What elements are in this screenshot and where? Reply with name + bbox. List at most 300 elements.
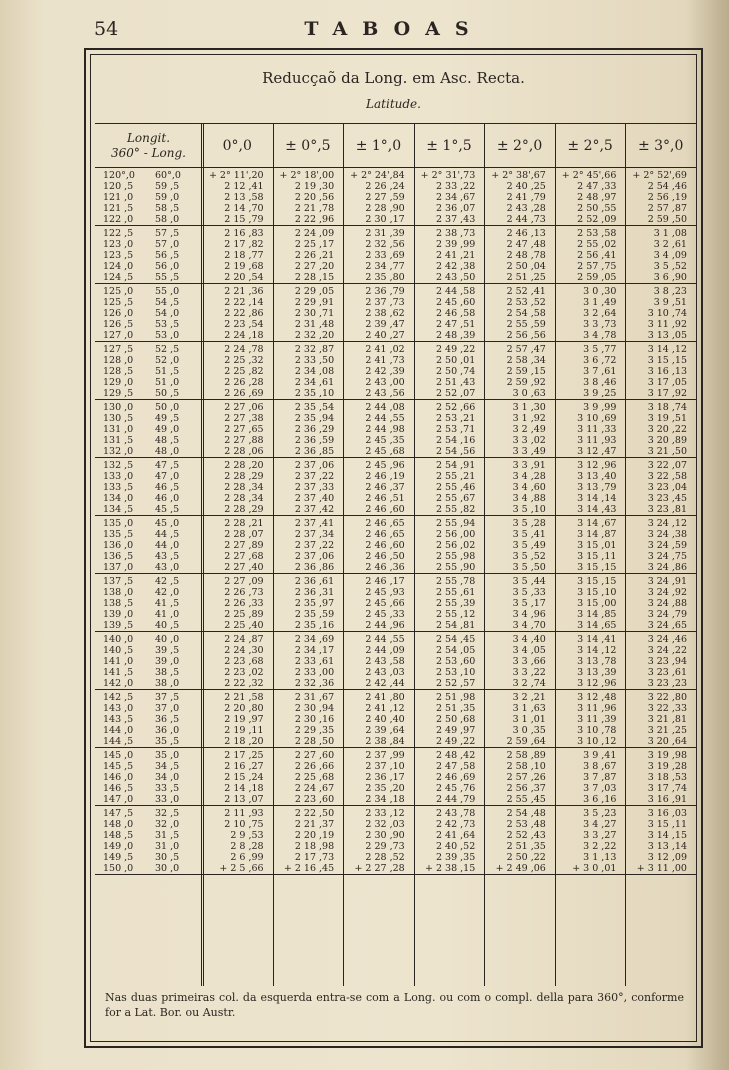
longitude-cell: 141 ,0 — [103, 656, 134, 667]
complement-cell: 58 ,5 — [155, 203, 180, 214]
value-cell: 2 19 ,97 — [224, 714, 264, 725]
value-cell: 2 50 ,01 — [435, 355, 476, 366]
value-cell: 3 15 ,15 — [577, 576, 617, 587]
value-cell: 2 56 ,37 — [506, 783, 546, 794]
value-cell: 2 34 ,17 — [294, 645, 335, 656]
footnote: Nas duas primeiras col. da esquerda entra-se com a Long. ou com o compl. della para 360°, conforme for a Lat. Bor. ou Austr. — [105, 991, 684, 1019]
value-cell: 2 13 ,58 — [224, 192, 264, 203]
complement-cell: 32 ,0 — [155, 819, 180, 830]
value-cell: 2 23 ,02 — [224, 667, 264, 678]
row-group — [95, 574, 696, 632]
value-cell: 2 33 ,22 — [435, 181, 476, 192]
longitude-cell: 127 ,5 — [103, 344, 134, 355]
value-cell: 2 35 ,80 — [365, 272, 405, 283]
complement-cell: 34 ,5 — [155, 761, 180, 772]
value-cell: + 2° 31',73 — [420, 170, 476, 181]
column-rule — [343, 123, 344, 986]
value-cell: 2 33 ,69 — [365, 250, 405, 261]
value-cell: 2 44 ,08 — [365, 402, 405, 413]
value-cell: 2 45 ,96 — [365, 460, 405, 471]
longitude-cell: 149 ,5 — [103, 852, 134, 863]
value-cell: 2 55 ,21 — [435, 471, 476, 482]
value-cell: 2 43 ,03 — [365, 667, 405, 678]
value-cell: 3 15 ,15 — [577, 562, 617, 573]
value-cell: 3 19 ,28 — [647, 761, 687, 772]
value-cell: 2 47 ,51 — [435, 319, 476, 330]
complement-cell: 39 ,5 — [155, 645, 180, 656]
value-cell: 2 55 ,98 — [435, 551, 476, 562]
value-cell: 2 51 ,35 — [435, 703, 476, 714]
value-cell: 3 13 ,14 — [647, 841, 687, 852]
value-cell: 2 59 ,05 — [577, 272, 617, 283]
value-cell: 2 41 ,79 — [506, 192, 546, 203]
longitude-cell: 129 ,5 — [103, 388, 134, 399]
complement-cell: 43 ,5 — [155, 551, 180, 562]
value-cell: 2 31 ,48 — [294, 319, 335, 330]
value-cell: 2 41 ,21 — [435, 250, 476, 261]
header-latitude-5: ± 2°,5 — [567, 138, 613, 154]
value-cell: 2 35 ,54 — [294, 402, 335, 413]
value-cell: 2 37 ,10 — [365, 761, 405, 772]
longitude-cell: 147 ,5 — [103, 808, 134, 819]
value-cell: 3 7 ,61 — [583, 366, 617, 377]
complement-cell: 46 ,5 — [155, 482, 180, 493]
longitude-cell: 143 ,0 — [103, 703, 134, 714]
longitude-cell: 145 ,5 — [103, 761, 134, 772]
value-cell: 2 22 ,50 — [294, 808, 335, 819]
value-cell: 2 35 ,94 — [294, 413, 335, 424]
value-cell: 3 23 ,81 — [647, 504, 687, 515]
value-cell: 2 29 ,91 — [294, 297, 335, 308]
value-cell: 3 13 ,78 — [577, 656, 617, 667]
value-cell: 2 42 ,38 — [435, 261, 476, 272]
row-group — [95, 400, 696, 458]
header-longit-sublabel: 360° - Long. — [110, 146, 186, 160]
value-cell: 2 41 ,73 — [365, 355, 405, 366]
value-cell: 2 26 ,33 — [224, 598, 264, 609]
value-cell: 2 28 ,20 — [224, 460, 264, 471]
value-cell: 2 46 ,60 — [365, 540, 405, 551]
value-cell: 2 34 ,18 — [365, 794, 405, 805]
value-cell: 2 56 ,19 — [647, 192, 687, 203]
value-cell: 3 24 ,86 — [647, 562, 687, 573]
value-cell: 3 11 ,33 — [577, 424, 617, 435]
complement-cell: 38 ,5 — [155, 667, 180, 678]
value-cell: 2 41 ,64 — [435, 830, 476, 841]
value-cell: 2 46 ,17 — [365, 576, 405, 587]
value-cell: 2 26 ,24 — [365, 181, 405, 192]
complement-cell: 35 ,0 — [155, 750, 180, 761]
value-cell: 2 27 ,60 — [294, 750, 335, 761]
value-cell: 2 25 ,40 — [224, 620, 264, 631]
value-cell: 3 6 ,16 — [583, 794, 617, 805]
value-cell: 3 5 ,77 — [583, 344, 617, 355]
complement-cell: 40 ,5 — [155, 620, 180, 631]
value-cell: 2 58 ,89 — [506, 750, 546, 761]
value-cell: 2 46 ,65 — [365, 518, 405, 529]
value-cell: 2 39 ,47 — [365, 319, 405, 330]
value-cell: + 2 27 ,28 — [354, 863, 405, 874]
value-cell: 3 1 ,49 — [583, 297, 617, 308]
value-cell: 3 11 ,39 — [577, 714, 617, 725]
value-cell: 2 41 ,12 — [365, 703, 405, 714]
value-cell: 3 24 ,65 — [647, 620, 687, 631]
value-cell: 2 27 ,88 — [224, 435, 264, 446]
complement-cell: 47 ,5 — [155, 460, 180, 471]
value-cell: 2 44 ,96 — [365, 620, 405, 631]
longitude-cell: 144 ,5 — [103, 736, 134, 747]
complement-cell: 53 ,0 — [155, 330, 180, 341]
value-cell: 2 53 ,58 — [577, 228, 617, 239]
value-cell: 2 44 ,98 — [365, 424, 405, 435]
longitude-cell: 128 ,0 — [103, 355, 134, 366]
value-cell: 2 51 ,43 — [435, 377, 476, 388]
complement-cell: 43 ,0 — [155, 562, 180, 573]
value-cell: 2 11 ,93 — [224, 808, 264, 819]
complement-cell: 39 ,0 — [155, 656, 180, 667]
value-cell: 3 11 ,93 — [577, 435, 617, 446]
complement-cell: 55 ,5 — [155, 272, 180, 283]
column-rule — [414, 123, 415, 986]
column-rule — [555, 123, 556, 986]
longitude-cell: 122 ,5 — [103, 228, 134, 239]
page-number: 54 — [94, 18, 119, 40]
value-cell: 2 40 ,40 — [365, 714, 405, 725]
longitude-cell: 133 ,5 — [103, 482, 134, 493]
complement-cell: 47 ,0 — [155, 471, 180, 482]
value-cell: 2 36 ,07 — [435, 203, 476, 214]
value-cell: 2 29 ,05 — [294, 286, 335, 297]
value-cell: 2 51 ,25 — [506, 272, 546, 283]
value-cell: 2 28 ,15 — [294, 272, 335, 283]
value-cell: 2 30 ,71 — [294, 308, 335, 319]
value-cell: 2 32 ,87 — [294, 344, 335, 355]
value-cell: 2 45 ,68 — [365, 446, 405, 457]
value-cell: 2 58 ,34 — [506, 355, 546, 366]
longitude-cell: 125 ,0 — [103, 286, 134, 297]
value-cell: 2 9 ,53 — [230, 830, 264, 841]
table-inner-frame — [90, 54, 697, 1042]
value-cell: 2 56 ,41 — [577, 250, 617, 261]
value-cell: 2 24 ,67 — [294, 783, 335, 794]
column-rule — [625, 123, 626, 986]
complement-cell: 49 ,0 — [155, 424, 180, 435]
value-cell: 2 31 ,67 — [294, 692, 335, 703]
value-cell: 3 4 ,28 — [512, 471, 546, 482]
value-cell: 3 9 ,25 — [583, 388, 617, 399]
complement-cell: 33 ,0 — [155, 794, 180, 805]
value-cell: 2 18 ,77 — [224, 250, 264, 261]
value-cell: 3 19 ,98 — [647, 750, 687, 761]
value-cell: 2 43 ,56 — [365, 388, 405, 399]
value-cell: 2 44 ,09 — [365, 645, 405, 656]
value-cell: 2 42 ,73 — [435, 819, 476, 830]
value-cell: 3 24 ,12 — [647, 518, 687, 529]
value-cell: 2 52 ,41 — [506, 286, 546, 297]
row-group — [95, 632, 696, 690]
complement-cell: 42 ,0 — [155, 587, 180, 598]
value-cell: 3 17 ,74 — [647, 783, 687, 794]
value-cell: 3 5 ,52 — [653, 261, 687, 272]
value-cell: 2 55 ,59 — [506, 319, 546, 330]
value-cell: 3 20 ,64 — [647, 736, 687, 747]
value-cell: 2 54 ,48 — [506, 808, 546, 819]
value-cell: 3 21 ,50 — [647, 446, 687, 457]
row-group — [95, 226, 696, 284]
value-cell: 2 37 ,34 — [294, 529, 335, 540]
value-cell: 3 10 ,69 — [577, 413, 617, 424]
value-cell: 3 5 ,33 — [512, 587, 546, 598]
value-cell: 2 52 ,07 — [435, 388, 476, 399]
value-cell: 2 50 ,22 — [506, 852, 546, 863]
value-cell: 2 41 ,02 — [365, 344, 405, 355]
complement-cell: 44 ,0 — [155, 540, 180, 551]
value-cell: 2 26 ,73 — [224, 587, 264, 598]
longitude-cell: 137 ,0 — [103, 562, 134, 573]
complement-cell: 51 ,0 — [155, 377, 180, 388]
value-cell: 2 39 ,99 — [435, 239, 476, 250]
complement-cell: 37 ,0 — [155, 703, 180, 714]
value-cell: 2 43 ,58 — [365, 656, 405, 667]
value-cell: 2 50 ,68 — [435, 714, 476, 725]
value-cell: 3 3 ,91 — [512, 460, 546, 471]
value-cell: 3 4 ,88 — [512, 493, 546, 504]
header-latitude-4: ± 2°,0 — [496, 138, 543, 154]
complement-cell: 59 ,5 — [155, 181, 180, 192]
value-cell: 2 15 ,79 — [224, 214, 264, 225]
value-cell: 3 13 ,05 — [647, 330, 687, 341]
value-cell: 3 14 ,67 — [577, 518, 617, 529]
complement-cell: 49 ,5 — [155, 413, 180, 424]
value-cell: 3 8 ,67 — [583, 761, 617, 772]
value-cell: + 2 16 ,45 — [283, 863, 335, 874]
value-cell: 3 21 ,81 — [647, 714, 687, 725]
value-cell: 2 23 ,54 — [224, 319, 264, 330]
value-cell: 2 46 ,13 — [506, 228, 546, 239]
value-cell: 2 57 ,75 — [577, 261, 617, 272]
complement-cell: 41 ,0 — [155, 609, 180, 620]
header-row — [95, 123, 696, 168]
value-cell: 2 27 ,65 — [224, 424, 264, 435]
value-cell: 2 41 ,80 — [365, 692, 405, 703]
complement-cell: 59 ,0 — [155, 192, 180, 203]
value-cell: 2 27 ,06 — [224, 402, 264, 413]
value-cell: 2 26 ,21 — [294, 250, 335, 261]
value-cell: 3 22 ,80 — [647, 692, 687, 703]
value-cell: 2 36 ,59 — [294, 435, 335, 446]
longitude-cell: 149 ,0 — [103, 841, 134, 852]
value-cell: 2 32 ,03 — [365, 819, 405, 830]
header-latitude-6: ± 3°,0 — [637, 138, 684, 154]
value-cell: 3 4 ,27 — [583, 819, 617, 830]
value-cell: 2 32 ,56 — [365, 239, 405, 250]
value-cell: 2 40 ,27 — [365, 330, 405, 341]
value-cell: 2 44 ,79 — [435, 794, 476, 805]
value-cell: 2 52 ,57 — [435, 678, 476, 689]
value-cell: + 3 11 ,00 — [636, 863, 687, 874]
value-cell: 2 39 ,35 — [435, 852, 476, 863]
value-cell: 3 23 ,94 — [647, 656, 687, 667]
value-cell: 2 30 ,17 — [365, 214, 405, 225]
value-cell: 2 33 ,61 — [294, 656, 335, 667]
value-cell: 2 36 ,29 — [294, 424, 335, 435]
value-cell: 3 16 ,13 — [647, 366, 687, 377]
value-cell: 2 28 ,50 — [294, 736, 335, 747]
value-cell: + 2 49 ,06 — [495, 863, 546, 874]
value-cell: 2 55 ,82 — [435, 504, 476, 515]
value-cell: 3 2 ,21 — [512, 692, 546, 703]
longitude-cell: 147 ,0 — [103, 794, 134, 805]
value-cell: 3 20 ,22 — [647, 424, 687, 435]
value-cell: 2 31 ,39 — [365, 228, 405, 239]
complement-cell: 45 ,0 — [155, 518, 180, 529]
value-cell: 3 4 ,05 — [512, 645, 546, 656]
value-cell: 2 30 ,16 — [294, 714, 335, 725]
value-cell: 2 22 ,86 — [224, 308, 264, 319]
value-cell: 3 12 ,96 — [577, 460, 617, 471]
value-cell: 2 29 ,35 — [294, 725, 335, 736]
longitude-cell: 142 ,0 — [103, 678, 134, 689]
value-cell: 2 28 ,07 — [224, 529, 264, 540]
value-cell: 3 20 ,89 — [647, 435, 687, 446]
table-title: Reducçaõ da Long. em Asc. Recta. — [262, 69, 525, 87]
longitude-cell: 146 ,5 — [103, 783, 134, 794]
value-cell: 2 20 ,54 — [224, 272, 264, 283]
header-latitude-2: ± 1°,0 — [355, 138, 402, 154]
complement-cell: 51 ,5 — [155, 366, 180, 377]
longitude-cell: 148 ,5 — [103, 830, 134, 841]
value-cell: 2 46 ,36 — [365, 562, 405, 573]
complement-cell: 60°,0 — [155, 170, 181, 181]
longitude-cell: 129 ,0 — [103, 377, 134, 388]
value-cell: 2 34 ,69 — [294, 634, 335, 645]
reduction-table — [95, 123, 696, 986]
value-cell: 2 46 ,69 — [435, 772, 476, 783]
row-group — [95, 168, 696, 226]
value-cell: 2 25 ,82 — [224, 366, 264, 377]
value-cell: 2 55 ,78 — [435, 576, 476, 587]
value-cell: 3 3 ,27 — [583, 830, 617, 841]
value-cell: 2 36 ,61 — [294, 576, 335, 587]
value-cell: 2 54 ,05 — [435, 645, 476, 656]
value-cell: 2 57 ,87 — [647, 203, 687, 214]
value-cell: 3 2 ,61 — [653, 239, 687, 250]
value-cell: 3 4 ,78 — [583, 330, 617, 341]
value-cell: 3 10 ,78 — [577, 725, 617, 736]
value-cell: 3 7 ,03 — [583, 783, 617, 794]
complement-cell: 31 ,5 — [155, 830, 180, 841]
value-cell: 2 54 ,16 — [435, 435, 476, 446]
value-cell: 2 12 ,41 — [224, 181, 264, 192]
value-cell: 3 5 ,50 — [512, 562, 546, 573]
row-group — [95, 806, 696, 875]
longitude-cell: 132 ,5 — [103, 460, 134, 471]
row-group — [95, 690, 696, 748]
value-cell: + 2 5 ,66 — [219, 863, 264, 874]
value-cell: 2 45 ,93 — [365, 587, 405, 598]
value-cell: 2 53 ,71 — [435, 424, 476, 435]
value-cell: 2 14 ,18 — [224, 783, 264, 794]
value-cell: 3 1 ,30 — [512, 402, 546, 413]
value-cell: 2 24 ,30 — [224, 645, 264, 656]
value-cell: 2 16 ,83 — [224, 228, 264, 239]
value-cell: 3 24 ,75 — [647, 551, 687, 562]
complement-cell: 35 ,5 — [155, 736, 180, 747]
value-cell: 2 44 ,55 — [365, 634, 405, 645]
value-cell: 2 55 ,67 — [435, 493, 476, 504]
longitude-cell: 130 ,5 — [103, 413, 134, 424]
value-cell: 2 24 ,18 — [224, 330, 264, 341]
value-cell: 3 12 ,47 — [577, 446, 617, 457]
value-cell: 3 23 ,04 — [647, 482, 687, 493]
value-cell: 2 45 ,60 — [435, 297, 476, 308]
value-cell: 2 38 ,84 — [365, 736, 405, 747]
complement-cell: 38 ,0 — [155, 678, 180, 689]
value-cell: 2 46 ,50 — [365, 551, 405, 562]
value-cell: 2 43 ,78 — [435, 808, 476, 819]
value-cell: 2 49 ,22 — [435, 736, 476, 747]
value-cell: 3 2 ,49 — [512, 424, 546, 435]
value-cell: 2 27 ,68 — [224, 551, 264, 562]
value-cell: 2 17 ,73 — [294, 852, 335, 863]
complement-cell: 30 ,0 — [155, 863, 180, 874]
value-cell: 3 0 ,30 — [583, 286, 617, 297]
value-cell: 2 48 ,97 — [577, 192, 617, 203]
value-cell: 2 28 ,29 — [224, 471, 264, 482]
table-subtitle: Latitude. — [366, 97, 421, 111]
complement-cell: 34 ,0 — [155, 772, 180, 783]
value-cell: 2 27 ,89 — [224, 540, 264, 551]
value-cell: 3 22 ,07 — [647, 460, 687, 471]
longitude-cell: 135 ,0 — [103, 518, 134, 529]
value-cell: 3 12 ,96 — [577, 678, 617, 689]
value-cell: 2 55 ,46 — [435, 482, 476, 493]
value-cell: 3 4 ,40 — [512, 634, 546, 645]
value-cell: 3 5 ,17 — [512, 598, 546, 609]
value-cell: 3 11 ,92 — [647, 319, 687, 330]
value-cell: 2 33 ,00 — [294, 667, 335, 678]
value-cell: 2 16 ,27 — [224, 761, 264, 772]
value-cell: 3 10 ,74 — [647, 308, 687, 319]
value-cell: 2 55 ,45 — [506, 794, 546, 805]
longitude-cell: 123 ,5 — [103, 250, 134, 261]
value-cell: 2 10 ,75 — [224, 819, 264, 830]
value-cell: 2 33 ,50 — [294, 355, 335, 366]
value-cell: 2 24 ,78 — [224, 344, 264, 355]
value-cell: 2 32 ,20 — [294, 330, 335, 341]
value-cell: 3 24 ,92 — [647, 587, 687, 598]
value-cell: 2 45 ,76 — [435, 783, 476, 794]
value-cell: 2 58 ,10 — [506, 761, 546, 772]
value-cell: 3 1 ,63 — [512, 703, 546, 714]
value-cell: 2 37 ,22 — [294, 471, 335, 482]
value-cell: 3 15 ,11 — [647, 819, 687, 830]
longitude-cell: 121 ,0 — [103, 192, 134, 203]
value-cell: 2 43 ,00 — [365, 377, 405, 388]
value-cell: 2 43 ,50 — [435, 272, 476, 283]
longitude-cell: 125 ,5 — [103, 297, 134, 308]
value-cell: 2 54 ,58 — [506, 308, 546, 319]
value-cell: 2 55 ,90 — [435, 562, 476, 573]
value-cell: 3 14 ,14 — [577, 493, 617, 504]
value-cell: 3 24 ,22 — [647, 645, 687, 656]
value-cell: 2 37 ,41 — [294, 518, 335, 529]
running-title: TABOAS — [304, 18, 484, 40]
complement-cell: 54 ,0 — [155, 308, 180, 319]
value-cell: + 2° 38',67 — [491, 170, 546, 181]
value-cell: 2 6 ,99 — [230, 852, 264, 863]
value-cell: 2 56 ,02 — [435, 540, 476, 551]
